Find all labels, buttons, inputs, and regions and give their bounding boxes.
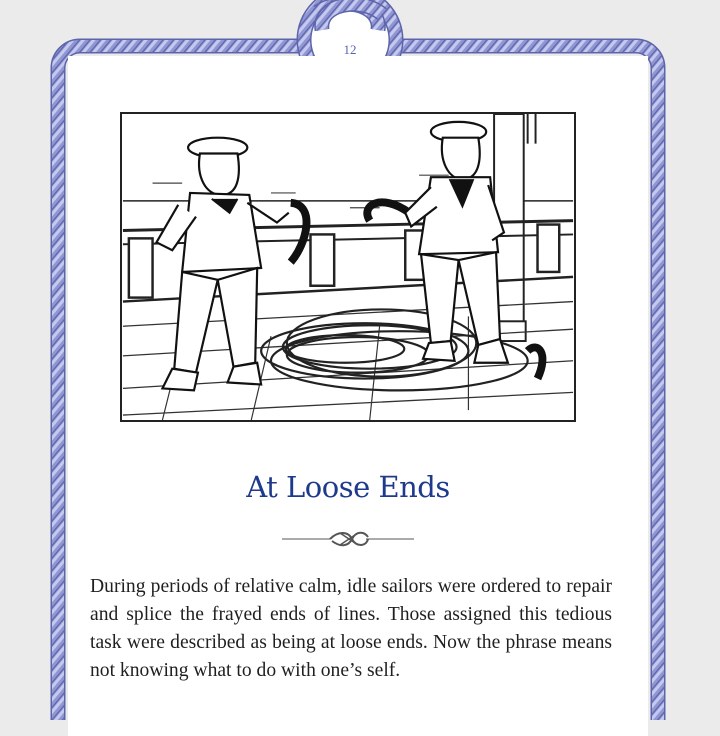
sailors-illustration [120,112,576,422]
page-number: 12 [343,42,357,57]
page-title: At Loose Ends [246,470,450,504]
knot-divider-icon [282,527,414,551]
body-paragraph: During periods of relative calm, idle sailors were ordered to repair and splice the frayed ends of lines. Those assigned this tedious task were described as being at loose ends. Now the phrase means not knowing what to do with one’s self. [90,576,612,681]
